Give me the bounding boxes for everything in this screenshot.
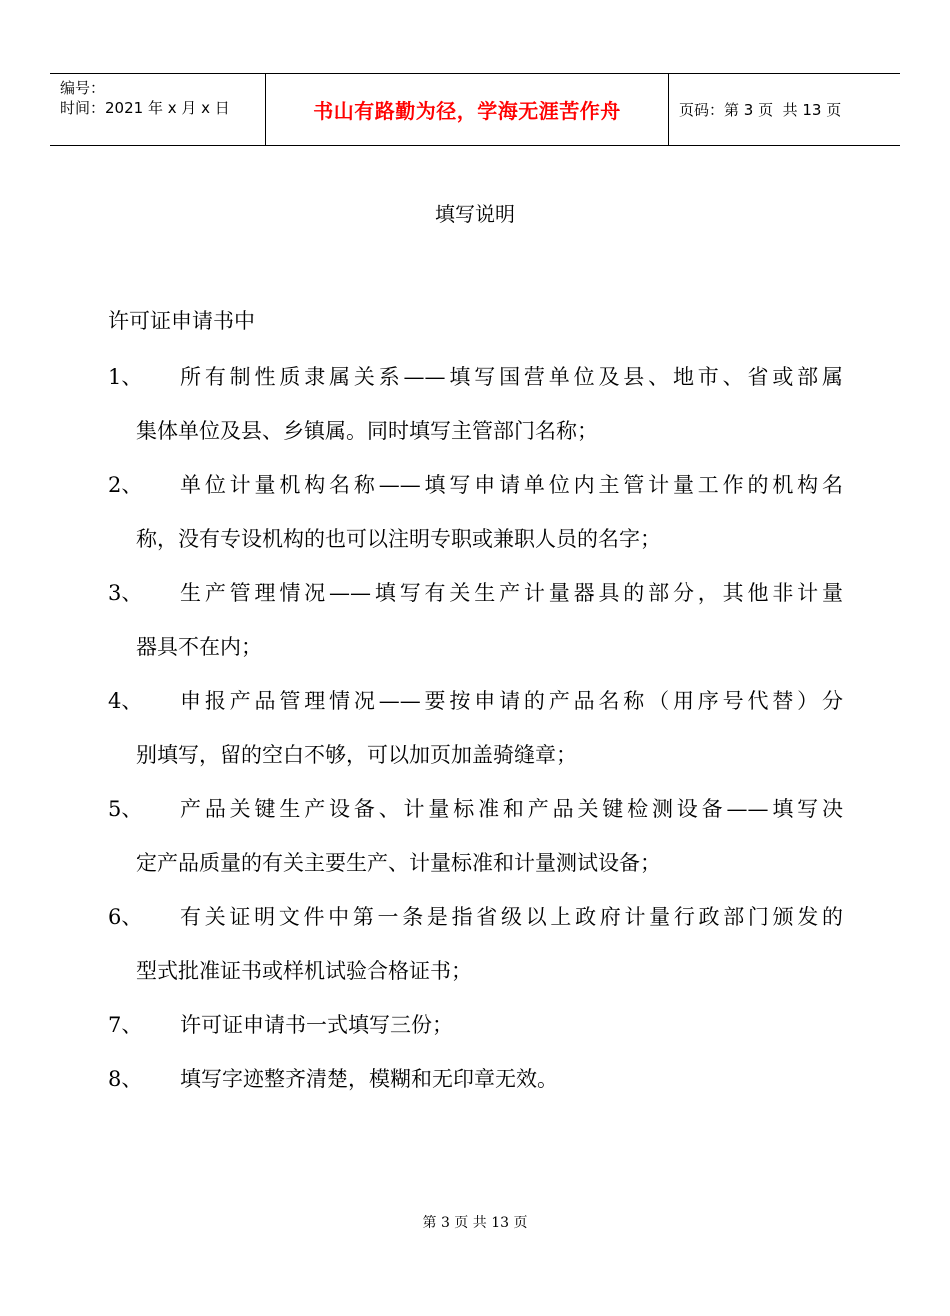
item-text-continued: 集体单位及县、乡镇属。同时填写主管部门名称； [136, 419, 598, 443]
header-page-label: 页码：第 3 页 共 13 页 [679, 101, 842, 119]
list-item [108, 350, 843, 458]
list-item [108, 782, 843, 890]
item-number: 4、 [108, 689, 143, 713]
list-item [108, 998, 843, 1052]
document-time-label: 时间：2021 年 x 月 x 日 [60, 99, 230, 117]
item-number: 6、 [108, 905, 143, 929]
document-number-label: 编号： [60, 79, 106, 97]
item-text: 有关证明文件中第一条是指省级以上政府计量行政部门颁发的 [180, 905, 843, 929]
list-item [108, 890, 843, 998]
item-number: 3、 [108, 581, 143, 605]
item-text: 产品关键生产设备、计量标准和产品关键检测设备——填写决 [180, 797, 843, 821]
list-item [108, 1052, 843, 1106]
item-text: 所有制性质隶属关系——填写国营单位及县、地市、省或部属 [180, 365, 843, 389]
item-text-continued: 别填写，留的空白不够，可以加页加盖骑缝章； [136, 743, 577, 767]
item-text: 许可证申请书一式填写三份； [180, 1013, 453, 1037]
header-meta [50, 74, 266, 145]
item-number: 7、 [108, 1013, 143, 1037]
item-text: 填写字迹整齐清楚，模糊和无印章无效。 [180, 1067, 558, 1091]
intro-text: 许可证申请书中 [108, 309, 255, 333]
list-item [108, 458, 843, 566]
item-number: 5、 [108, 797, 143, 821]
item-text: 单位计量机构名称——填写申请单位内主管计量工作的机构名 [180, 473, 843, 497]
item-text-continued: 定产品质量的有关主要生产、计量标准和计量测试设备； [136, 851, 661, 875]
item-text-continued: 型式批准证书或样机试验合格证书； [136, 959, 472, 983]
list-item [108, 566, 843, 674]
item-number: 1、 [108, 365, 143, 389]
document-title: 填写说明 [435, 202, 515, 226]
footer-page-number: 第 3 页 共 13 页 [422, 1215, 528, 1231]
item-text-continued: 器具不在内； [136, 635, 262, 659]
header-motto: 书山有路勤为径，学海无涯苦作舟 [266, 74, 669, 145]
header-page-info [669, 74, 900, 145]
list-item [108, 674, 843, 782]
page-header [50, 73, 900, 146]
instruction-list [108, 350, 843, 1106]
item-text: 申报产品管理情况——要按申请的产品名称（用序号代替）分 [180, 689, 843, 713]
item-text: 生产管理情况——填写有关生产计量器具的部分，其他非计量 [180, 581, 843, 605]
page-footer [0, 1212, 950, 1232]
item-number: 2、 [108, 473, 143, 497]
item-number: 8、 [108, 1067, 143, 1091]
item-text-continued: 称，没有专设机构的也可以注明专职或兼职人员的名字； [136, 527, 661, 551]
